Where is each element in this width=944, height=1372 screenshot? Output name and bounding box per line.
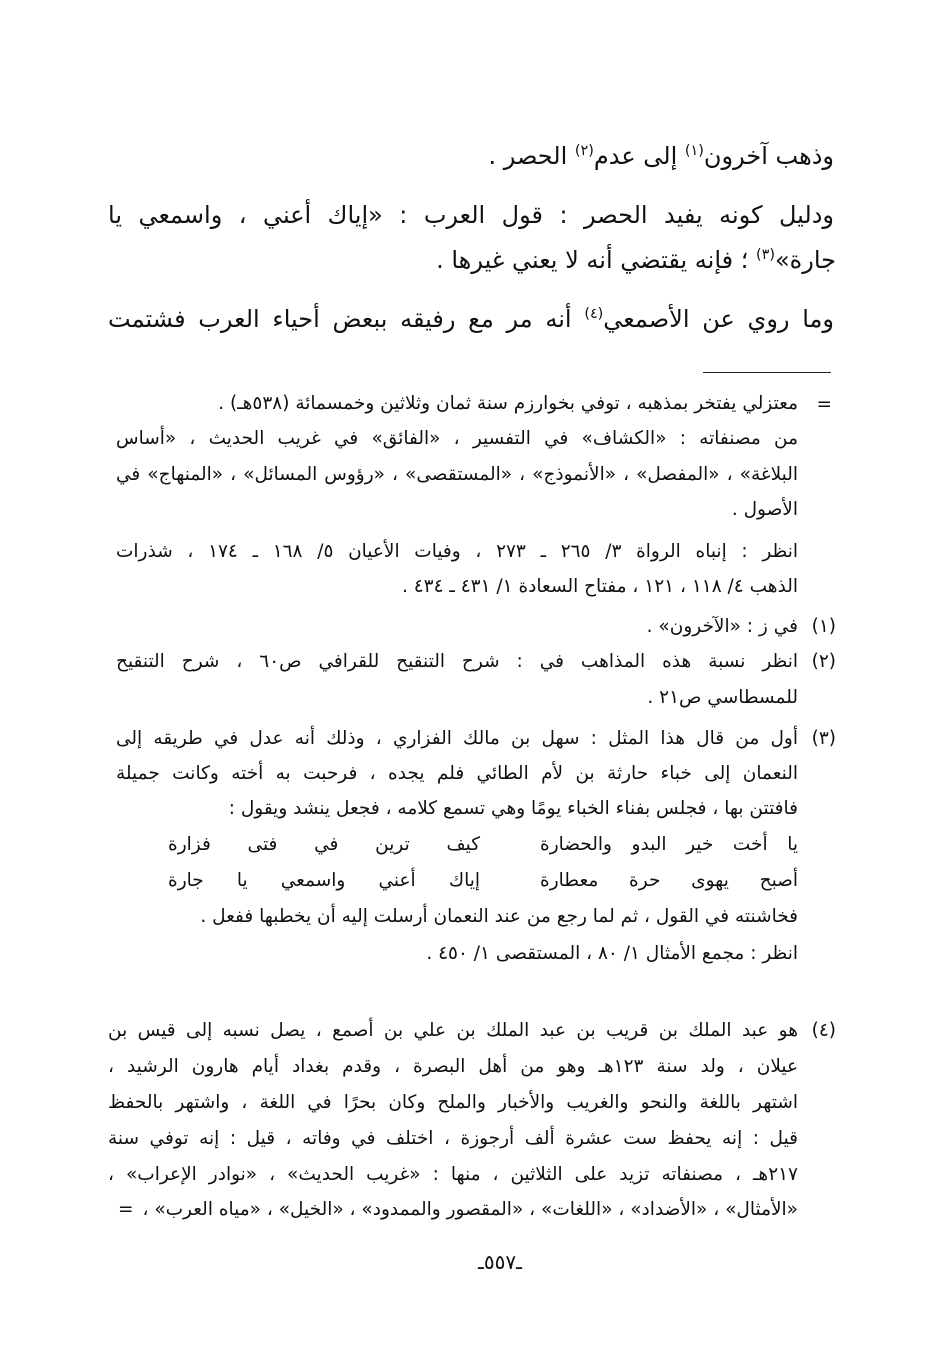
footnote-4-line: قيل : إنه يحفظ ست عشرة ألف أرجوزة ، اختلف في وفاته ، قيل : إنه توفي سنة — [108, 1128, 798, 1149]
text: أنه مر مع رفيقه ببعض أحياء العرب فشتمت — [108, 305, 585, 333]
footnote-ref-1[interactable]: (١) — [684, 143, 704, 159]
verse-hemistich: أصبح يهوى حرة معطارة — [540, 870, 798, 891]
text: إلى عدم — [593, 142, 685, 170]
text: الحصر . — [488, 142, 575, 170]
footnote-4-line: عيلان ، ولد سنة ١٢٣هـ وهو من أهل البصرة ، وقدم بغداد أيام هارون الرشيد ، — [108, 1056, 798, 1077]
footnote-1-line: في ز : «الآخرون» . — [646, 616, 798, 637]
main-line-2: ودليل كونه يفيد الحصر : قول العرب : «إياك أعني ، واسمعي يا — [108, 201, 834, 229]
footnote-ref-3[interactable]: (٣) — [756, 247, 775, 263]
fn-cont-line: البلاغة» ، «المفصل» ، «الأنموذج» ، «المستقصى» ، «رؤوس المسائل» ، «المنهاج» في — [116, 464, 798, 485]
fn-cont-line: الأصول . — [731, 499, 798, 520]
continuation-mark: = — [816, 394, 832, 415]
footnote-number-3: (٣) — [811, 728, 836, 749]
footnote-4-line: «الأمثال» ، «الأضداد» ، «اللغات» ، «المقصور والممدود» ، «الخيل» ، «مياه العرب» ، — [142, 1199, 798, 1220]
main-line-1 — [488, 144, 834, 168]
continuation-end-mark: = — [118, 1199, 134, 1220]
footnote-ref-4[interactable]: (٤) — [584, 306, 604, 322]
main-line-4 — [108, 307, 834, 331]
footnote-number-1: (١) — [811, 616, 836, 637]
footnote-3-line: النعمان إلى خباء حارثة بن لأم الطائي فلم يجده ، فرحبت به أخته وكانت جميلة — [116, 763, 798, 784]
footnote-number-4: (٤) — [811, 1020, 836, 1041]
footnote-ref-2[interactable]: (٢) — [574, 143, 594, 159]
fn-cont-line: من مصنفاته : «الكشاف» في التفسير ، «الفائق» في غريب الحديث ، «أساس — [116, 428, 798, 449]
text: وما روي عن الأصمعي — [603, 305, 834, 333]
footnote-4-line: هو عبد الملك بن قريب بن عبد الملك بن علي بن أصمع ، يصل نسبه إلى قيس بن — [108, 1020, 798, 1041]
text: ؛ فإنه يقتضي أنه لا يعني غيرها . — [436, 246, 757, 274]
verse-hemistich: يا أخت خير البدو والحضارة — [540, 834, 798, 855]
footnote-2-line: انظر نسبة هذه المذاهب في : شرح التنقيح للقرافي ص٦٠ ، شرح التنقيح — [116, 651, 798, 672]
footnote-3-line: أول من قال هذا المثل : سهل بن مالك الفزاري ، وذلك أنه عدل في طريقه إلى — [116, 728, 798, 749]
footnote-separator — [703, 372, 831, 373]
footnote-3-line: انظر : مجمع الأمثال ١/ ٨٠ ، المستقصى ١/ ٤٥٠ . — [426, 943, 798, 964]
main-line-3 — [436, 248, 836, 272]
footnote-3-line: فافتتن بها ، فجلس بفناء الخباء يومًا وهي تسمع كلامه ، فجعل ينشد ويقول : — [228, 798, 798, 819]
footnote-4-line: اشتهر باللغة والنحو والغريب والأخبار والملح وكان بحرًا في اللغة ، واشتهر بالحفظ — [108, 1092, 798, 1113]
footnote-number-2: (٢) — [811, 651, 836, 672]
footnote-3-line: فخاشنته في القول ، ثم لما رجع من عند النعمان أرسلت إليه أن يخطبها ففعل . — [200, 906, 798, 927]
verse-hemistich: إياك أعني واسمعي يا جارة — [168, 870, 480, 891]
verse-hemistich: كيف ترين في فتى فزارة — [168, 834, 480, 855]
text: وذهب آخرون — [703, 142, 834, 170]
fn-cont-line: انظر : إنباه الرواة ٣/ ٢٦٥ ـ ٢٧٣ ، وفيات الأعيان ٥/ ١٦٨ ـ ١٧٤ ، شذرات — [116, 541, 798, 562]
footnote-2-line: للمسطاسي ص٢١ . — [647, 687, 798, 708]
fn-cont-line: الذهب ٤/ ١١٨ ، ١٢١ ، مفتاح السعادة ١/ ٤٣١ ـ ٤٣٤ . — [401, 576, 798, 597]
footnote-4-line: ٢١٧هـ ، مصنفاته تزيد على الثلاثين ، منها : «غريب الحديث» ، «نوادر الإعراب» ، — [108, 1164, 798, 1185]
text: جارة» — [775, 246, 836, 274]
fn-cont-line: معتزلي يفتخر بمذهبه ، توفي بخوارزم سنة ثمان وثلاثين وخمسمائة (٥٣٨هـ) . — [218, 393, 798, 414]
page-number: ـ٥٥٧ـ — [478, 1250, 522, 1274]
